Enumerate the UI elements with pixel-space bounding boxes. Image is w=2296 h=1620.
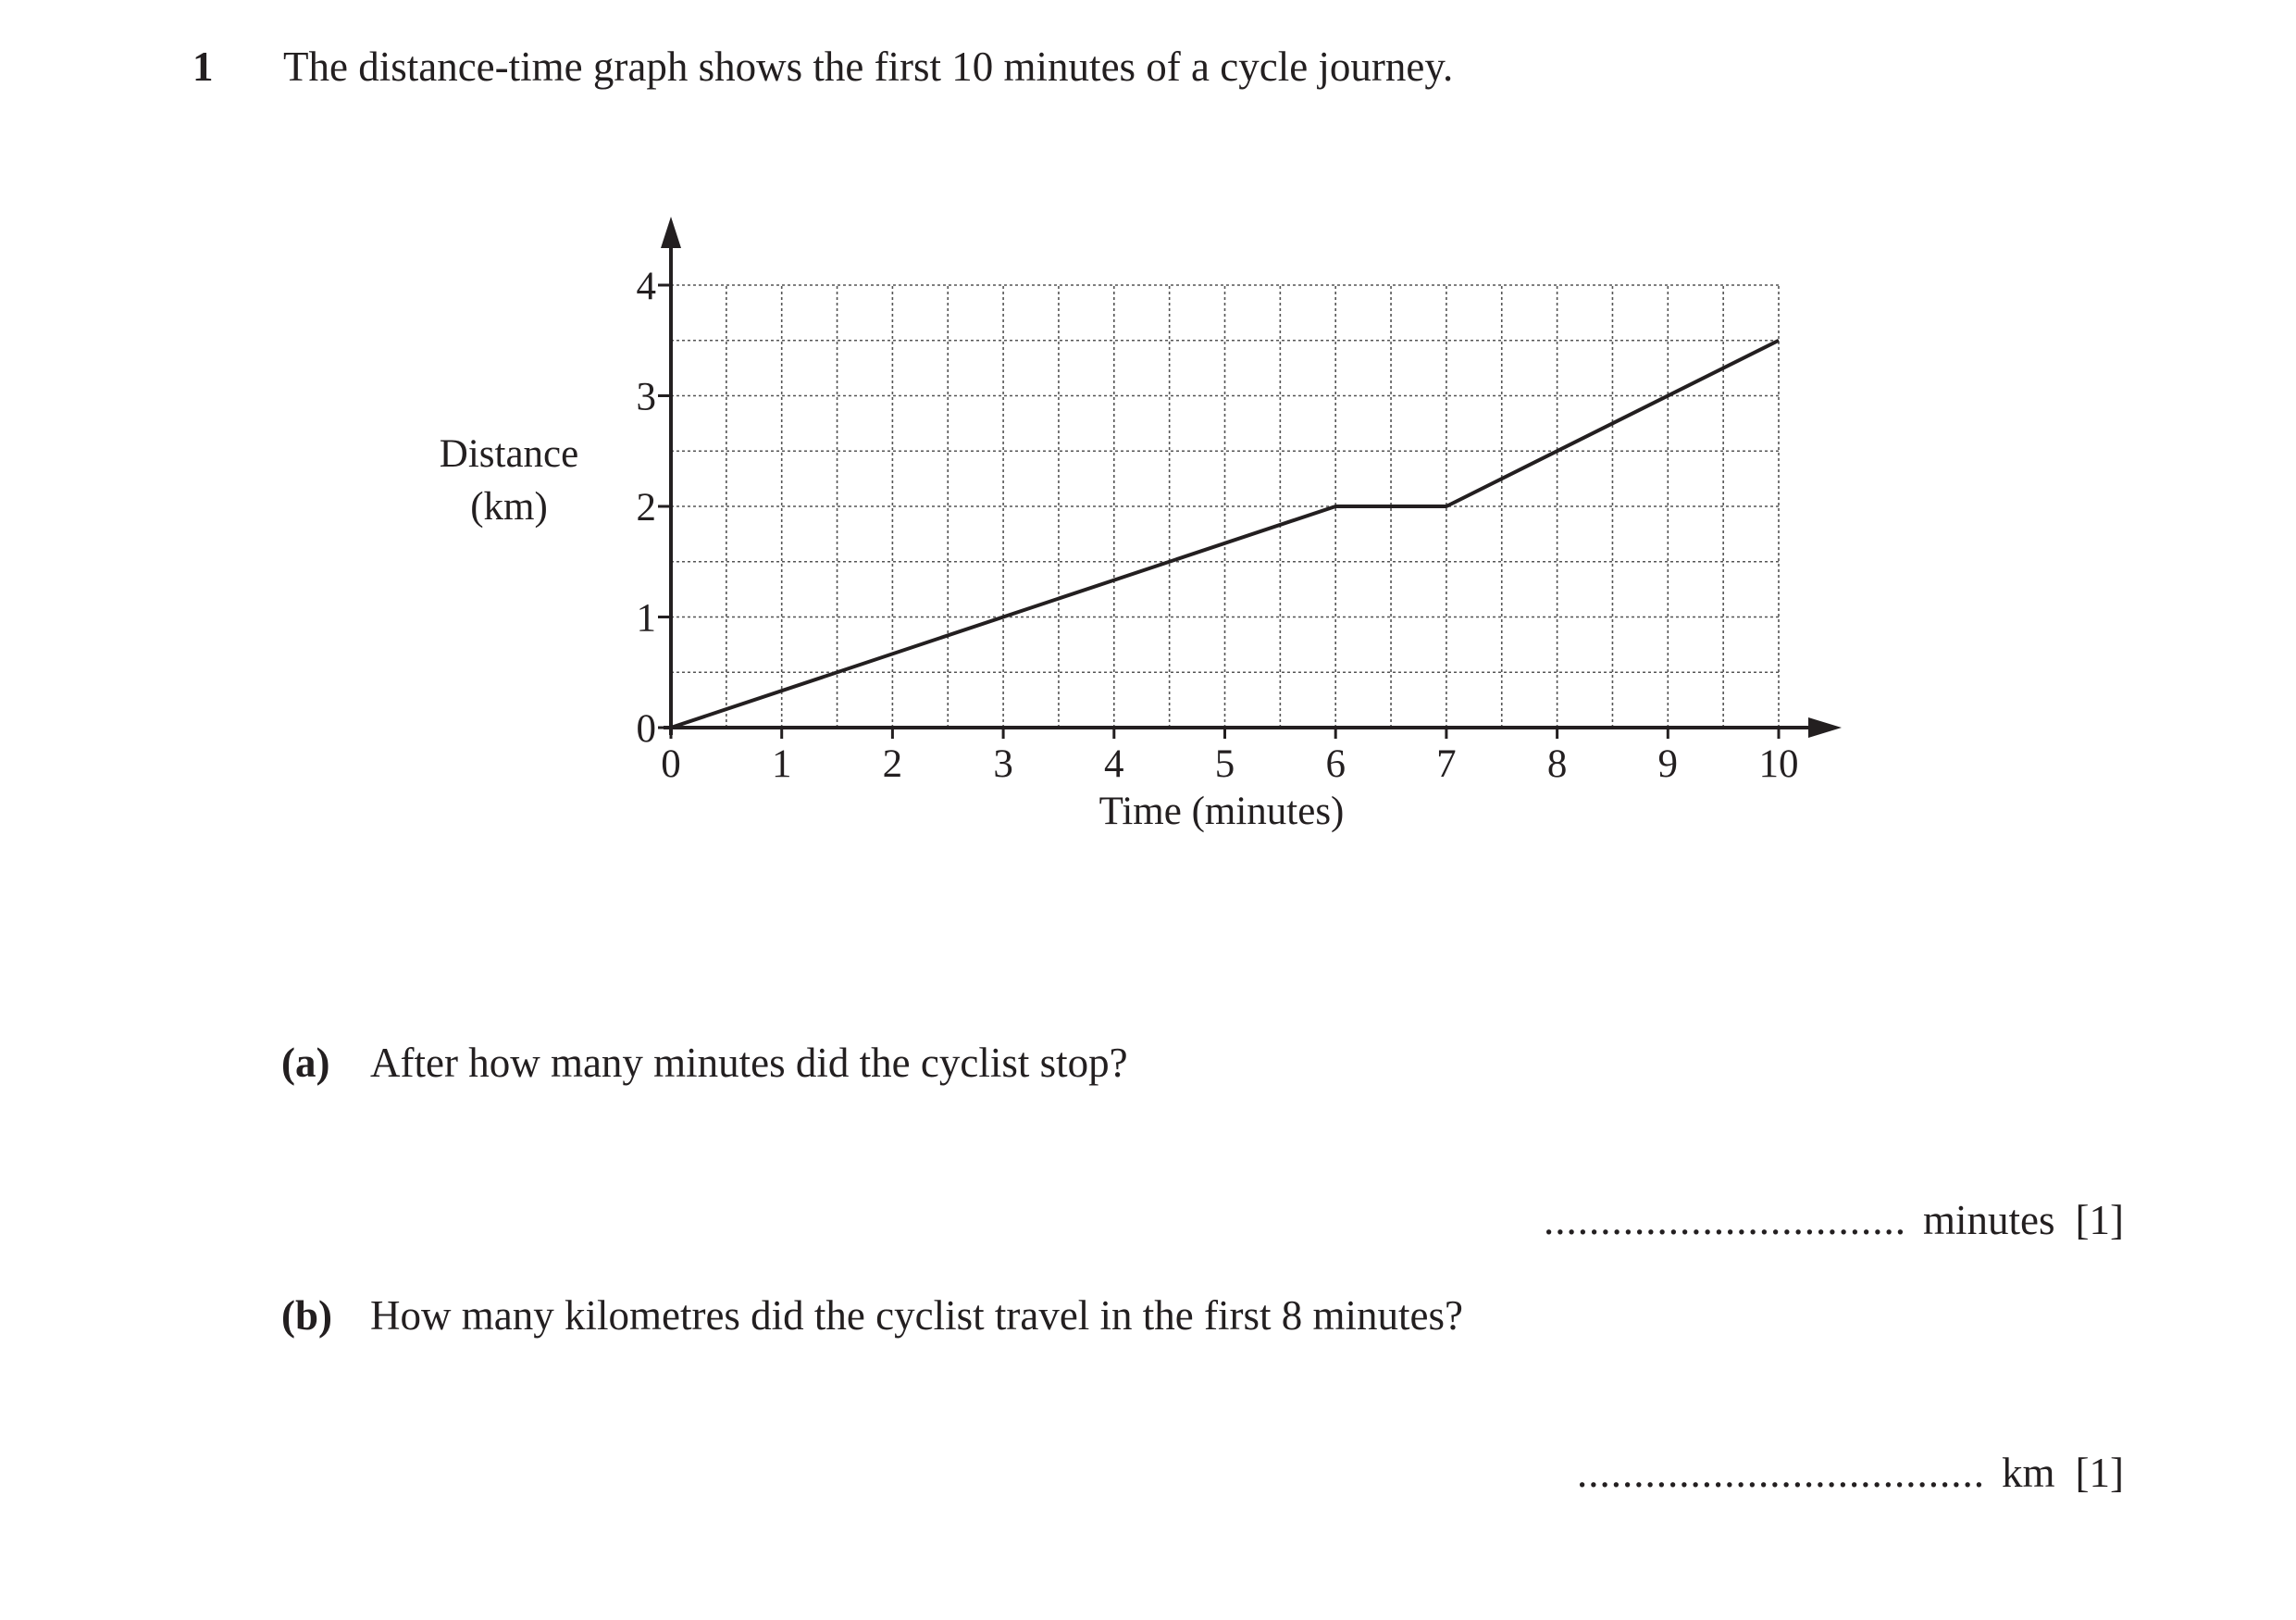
y-tick-label: 4: [636, 265, 656, 308]
part-b-unit: km: [2002, 1450, 2055, 1496]
y-axis-arrow: [661, 217, 681, 248]
part-b-answer-line[interactable]: [1577, 1449, 2124, 1497]
x-tick-label: 0: [661, 742, 681, 786]
x-tick-label: 2: [882, 742, 903, 786]
part-b-label: (b): [281, 1292, 332, 1339]
y-tick-label: 2: [636, 486, 656, 530]
part-b-text: How many kilometres did the cyclist travel in the first 8 minutes?: [370, 1292, 1463, 1339]
y-axis-label-line2: (km): [470, 485, 548, 529]
x-tick-label: 9: [1657, 742, 1679, 786]
part-a-label: (a): [281, 1040, 330, 1086]
part-b-answer-dots[interactable]: ....................................: [1577, 1450, 1985, 1496]
part-a-answer-dots[interactable]: ................................: [1544, 1197, 1907, 1243]
part-a-marks: [1]: [2075, 1197, 2124, 1243]
x-tick-label: 1: [771, 742, 792, 786]
part-a-unit: minutes: [1923, 1197, 2055, 1243]
x-axis-label: Time (minutes): [1098, 790, 1345, 833]
x-tick-label: 4: [1104, 742, 1124, 786]
part-a-question: [281, 1039, 1128, 1087]
part-a-answer-line[interactable]: [1544, 1196, 2124, 1244]
x-tick-label: 5: [1214, 742, 1235, 786]
chart-ticks: [637, 265, 1799, 786]
x-tick-label: 3: [993, 742, 1013, 786]
y-axis-label: [407, 428, 611, 533]
x-tick-label: 6: [1325, 742, 1346, 786]
part-b-marks: [1]: [2075, 1450, 2124, 1496]
chart-axes: [661, 217, 1842, 738]
y-tick-label: 3: [636, 375, 656, 419]
y-tick-label: 0: [636, 707, 656, 751]
x-tick-label: 10: [1758, 742, 1799, 786]
x-axis-arrow: [1808, 717, 1842, 738]
y-tick-label: 1: [636, 596, 656, 641]
question-intro: The distance-time graph shows the first 10 minutes of a cycle journey.: [283, 44, 1454, 90]
y-axis-label-line1: Distance: [439, 432, 579, 476]
part-a-text: After how many minutes did the cyclist stop?: [370, 1040, 1128, 1086]
question-number: 1: [192, 44, 214, 90]
part-b-question: [281, 1291, 1463, 1340]
x-tick-label: 8: [1546, 742, 1568, 786]
x-tick-label: 7: [1436, 742, 1457, 786]
chart-grid: [671, 285, 1779, 728]
